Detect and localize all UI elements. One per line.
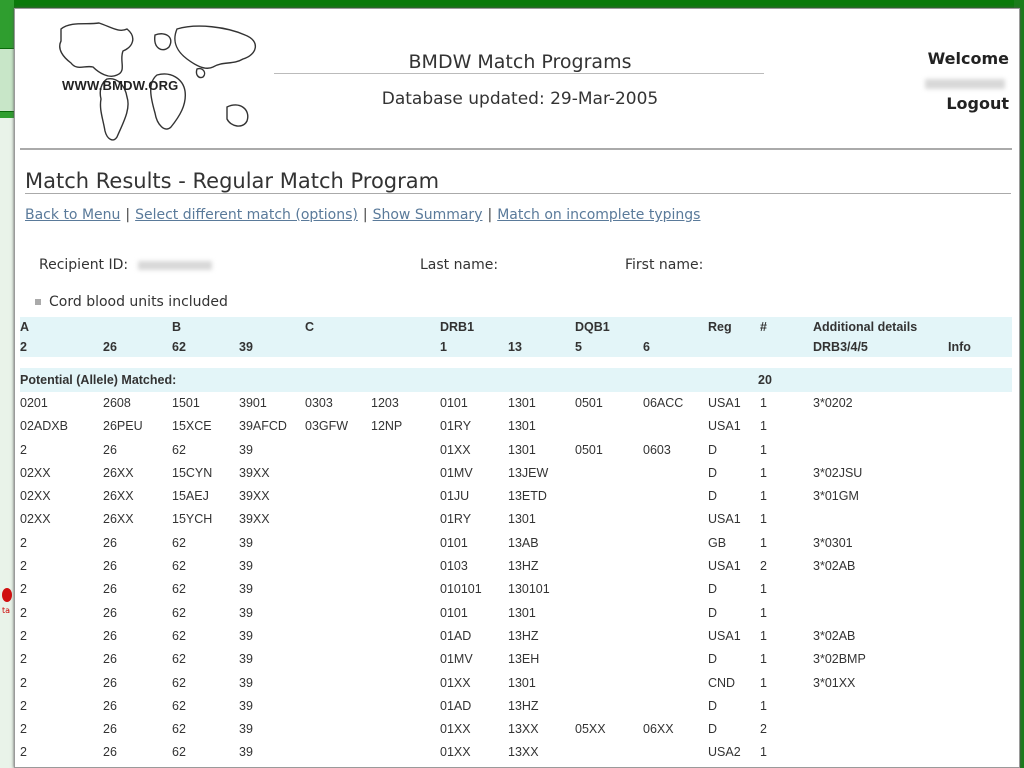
typing-cell-7: 13 [508, 340, 522, 354]
cell-3: 3901 [239, 396, 267, 410]
cell-1: 26PEU [103, 419, 143, 434]
table-row[interactable] [20, 602, 1012, 625]
cell-0: 02XX [20, 512, 51, 527]
cell-2: 15CYN [172, 465, 213, 480]
column-header-6: DRB1 [440, 320, 475, 334]
typing-cell-12: DRB3/4/5 [813, 340, 868, 354]
cell-5: 12NP [371, 419, 403, 434]
typing-cell-0: 2 [20, 340, 27, 354]
cell-6: 01XX [440, 442, 471, 457]
cell-1: 26 [103, 745, 117, 760]
typing-cell-6: 1 [440, 340, 447, 354]
back-to-menu-link[interactable]: Back to Menu [25, 207, 121, 223]
cell-10: D [708, 698, 718, 713]
cord-blood-text: Cord blood units included [49, 294, 228, 310]
cell-10: USA1 [708, 559, 741, 574]
table-row[interactable] [20, 439, 1012, 462]
result-rows [20, 392, 1012, 765]
recipient-id-redacted [138, 261, 212, 270]
cell-2: 15AEJ [172, 489, 209, 504]
cell-0: 2 [20, 698, 27, 713]
typing-cell-1: 26 [103, 340, 117, 354]
cell-3: 39 [239, 698, 253, 713]
column-header-8: DQB1 [575, 320, 610, 334]
nav-separator: | [487, 207, 493, 223]
cell-9: 06ACC [643, 396, 684, 410]
cell-4: 0303 [305, 396, 333, 410]
first-name-label: First name: [625, 257, 704, 273]
cell-2: 62 [172, 442, 186, 457]
cell-0: 2 [20, 442, 27, 457]
cell-10: USA1 [708, 396, 741, 410]
cell-10: USA1 [708, 628, 741, 643]
cell-11: 1 [760, 465, 767, 480]
cell-11: 1 [760, 535, 767, 550]
cell-11: 2 [760, 559, 767, 574]
table-row[interactable] [20, 695, 1012, 718]
cell-2: 62 [172, 722, 186, 737]
cell-12: 3*01XX [813, 675, 856, 690]
typing-cell-2: 62 [172, 340, 186, 354]
cell-6: 01XX [440, 745, 471, 760]
cell-1: 26 [103, 628, 117, 643]
cell-3: 39 [239, 605, 253, 620]
table-row[interactable] [20, 532, 1012, 555]
typing-cell-13: Info [948, 340, 971, 354]
cell-11: 1 [760, 582, 767, 597]
cell-7: 13ETD [508, 489, 547, 504]
cell-7: 1301 [508, 605, 536, 620]
cell-7: 1301 [508, 512, 536, 527]
cell-2: 62 [172, 698, 186, 713]
cell-3: 39AFCD [239, 419, 287, 434]
site-title: BMDW Match Programs [408, 51, 632, 73]
cell-1: 26 [103, 559, 117, 574]
typing-cell-9: 6 [643, 340, 650, 354]
cell-6: 0101 [440, 535, 468, 550]
cell-10: D [708, 605, 718, 620]
cell-2: 62 [172, 535, 186, 550]
cell-10: USA1 [708, 419, 741, 434]
table-row[interactable] [20, 508, 1012, 531]
cell-0: 2 [20, 675, 27, 690]
table-gap [20, 357, 1012, 368]
cell-11: 1 [760, 745, 767, 760]
cell-11: 1 [760, 512, 767, 527]
cell-6: 01MV [440, 465, 473, 480]
cell-7: 13HZ [508, 628, 539, 643]
table-row[interactable] [20, 462, 1012, 485]
cell-1: 26 [103, 698, 117, 713]
cell-1: 26 [103, 442, 117, 457]
column-header-10: Reg [708, 320, 732, 334]
cell-1: 26XX [103, 465, 134, 480]
cell-11: 1 [760, 675, 767, 690]
desktop-red-label: ta [2, 606, 11, 615]
cell-1: 26 [103, 652, 117, 667]
cell-0: 2 [20, 722, 27, 737]
cell-0: 02XX [20, 465, 51, 480]
cell-10: D [708, 652, 718, 667]
cell-3: 39 [239, 722, 253, 737]
cell-6: 01XX [440, 675, 471, 690]
cell-7: 13JEW [508, 465, 549, 480]
cell-10: D [708, 465, 718, 480]
cell-3: 39 [239, 442, 253, 457]
section-label: Potential (Allele) Matched: [20, 373, 177, 387]
cell-7: 13HZ [508, 698, 539, 713]
column-header-11: # [760, 320, 767, 334]
desktop-left-box [0, 48, 14, 112]
table-row[interactable] [20, 578, 1012, 601]
welcome-text: Welcome [927, 49, 1009, 68]
database-updated: Database updated: 29-Mar-2005 [381, 89, 659, 109]
cell-2: 62 [172, 628, 186, 643]
cell-6: 01AD [440, 698, 472, 713]
cell-2: 62 [172, 745, 186, 760]
cell-0: 2 [20, 559, 27, 574]
table-row[interactable] [20, 415, 1012, 438]
cell-10: D [708, 489, 718, 504]
cell-6: 01MV [440, 652, 473, 667]
cell-8: 05XX [575, 722, 606, 737]
cell-6: 01XX [440, 722, 471, 737]
cell-6: 010101 [440, 582, 482, 597]
cell-11: 1 [760, 419, 767, 434]
table-row[interactable] [20, 741, 1012, 764]
cell-1: 26 [103, 582, 117, 597]
cell-0: 2 [20, 605, 27, 620]
page-title: Match Results - Regular Match Program [25, 169, 440, 193]
cell-7: 13XX [508, 722, 539, 737]
cell-7: 1301 [508, 442, 536, 457]
cell-11: 2 [760, 722, 767, 737]
cell-12: 3*0202 [813, 396, 853, 410]
cell-6: 0101 [440, 396, 468, 410]
cell-2: 62 [172, 582, 186, 597]
cord-blood-note [35, 294, 228, 310]
cell-1: 26 [103, 535, 117, 550]
cell-8: 0501 [575, 442, 603, 457]
cell-12: 3*02AB [813, 559, 856, 574]
cell-7: 13HZ [508, 559, 539, 574]
cell-11: 1 [760, 396, 767, 410]
cell-3: 39XX [239, 512, 270, 527]
cell-6: 01RY [440, 512, 472, 527]
nav-links [25, 207, 700, 223]
header-rule [20, 148, 1012, 150]
desktop-left-panel [0, 118, 14, 768]
cell-11: 1 [760, 628, 767, 643]
cell-3: 39 [239, 675, 253, 690]
cell-0: 2 [20, 745, 27, 760]
cell-12: 3*02BMP [813, 652, 866, 667]
cell-7: 13AB [508, 535, 539, 550]
username-redacted [925, 79, 1005, 89]
cell-10: D [708, 442, 718, 457]
cell-7: 130101 [508, 582, 550, 597]
cell-0: 0201 [20, 396, 48, 410]
cell-8: 0501 [575, 396, 603, 410]
cell-12: 3*02JSU [813, 465, 863, 480]
table-row[interactable] [20, 718, 1012, 741]
bullet-icon [35, 299, 41, 305]
cell-3: 39 [239, 652, 253, 667]
cell-11: 1 [760, 698, 767, 713]
cell-10: D [708, 722, 718, 737]
select-match-link[interactable]: Select different match (options) [135, 207, 358, 223]
column-header-4: C [305, 320, 315, 334]
recipient-id [39, 257, 212, 273]
cell-1: 26 [103, 675, 117, 690]
table-row[interactable] [20, 648, 1012, 671]
table-row[interactable] [20, 485, 1012, 508]
section-header [20, 368, 1012, 392]
recipient-id-label: Recipient ID: [39, 257, 129, 273]
cell-6: 01JU [440, 489, 470, 504]
cell-7: 1301 [508, 396, 536, 410]
cell-11: 1 [760, 442, 767, 457]
cell-10: CND [708, 675, 736, 690]
nav-separator: | [125, 207, 131, 223]
cell-1: 2608 [103, 396, 131, 410]
cell-3: 39XX [239, 489, 270, 504]
cell-9: 0603 [643, 442, 671, 457]
cell-4: 03GFW [305, 419, 349, 434]
cell-0: 02XX [20, 489, 51, 504]
show-summary-link[interactable]: Show Summary [372, 207, 483, 223]
cell-7: 1301 [508, 675, 536, 690]
cell-3: 39 [239, 628, 253, 643]
cell-6: 0101 [440, 605, 468, 620]
cell-10: USA2 [708, 745, 741, 760]
cell-6: 01AD [440, 628, 472, 643]
column-header-2: B [172, 320, 182, 334]
cell-12: 3*02AB [813, 628, 856, 643]
cell-2: 62 [172, 559, 186, 574]
header-divider [274, 73, 764, 74]
logout-link[interactable]: Logout [946, 94, 1009, 113]
cell-7: 1301 [508, 419, 536, 434]
nav-separator: | [362, 207, 368, 223]
cell-3: 39 [239, 535, 253, 550]
cell-2: 62 [172, 652, 186, 667]
column-header-0: A [20, 320, 30, 334]
recipient-typing-row [20, 337, 1012, 357]
cell-12: 3*01GM [813, 489, 859, 504]
table-row[interactable] [20, 625, 1012, 648]
cell-11: 1 [760, 489, 767, 504]
table-row[interactable] [20, 392, 1012, 415]
cell-10: USA1 [708, 512, 741, 527]
last-name-label: Last name: [420, 257, 499, 273]
cell-0: 2 [20, 652, 27, 667]
cell-7: 13EH [508, 652, 540, 667]
cell-3: 39 [239, 559, 253, 574]
typing-cell-3: 39 [239, 340, 253, 354]
cell-1: 26 [103, 605, 117, 620]
desktop-red-icon [2, 588, 12, 602]
table-row[interactable] [20, 672, 1012, 695]
cell-2: 15XCE [172, 419, 212, 434]
cell-2: 62 [172, 675, 186, 690]
cell-2: 62 [172, 605, 186, 620]
browser-page [14, 8, 1020, 768]
cell-2: 15YCH [172, 512, 213, 527]
cell-1: 26 [103, 722, 117, 737]
cell-6: 0103 [440, 559, 468, 574]
cell-11: 1 [760, 652, 767, 667]
cell-3: 39XX [239, 465, 270, 480]
section-count: 20 [758, 373, 772, 387]
cell-10: D [708, 582, 718, 597]
cell-10: GB [708, 535, 727, 550]
cell-3: 39 [239, 582, 253, 597]
cell-0: 2 [20, 582, 27, 597]
cell-0: 02ADXB [20, 419, 68, 434]
table-row[interactable] [20, 555, 1012, 578]
cell-2: 1501 [172, 396, 200, 410]
cell-7: 13XX [508, 745, 539, 760]
column-headers [20, 317, 1012, 337]
cell-11: 1 [760, 605, 767, 620]
cell-0: 2 [20, 535, 27, 550]
cell-3: 39 [239, 745, 253, 760]
results-table [20, 317, 1012, 765]
title-rule [25, 193, 1011, 194]
column-header-12: Additional details [813, 320, 918, 334]
cell-9: 06XX [643, 722, 674, 737]
cell-1: 26XX [103, 489, 134, 504]
cell-0: 2 [20, 628, 27, 643]
typing-cell-8: 5 [575, 340, 582, 354]
incomplete-typings-link[interactable]: Match on incomplete typings [497, 207, 701, 223]
logo-text[interactable]: WWW.BMDW.ORG [62, 78, 179, 93]
cell-6: 01RY [440, 419, 472, 434]
cell-12: 3*0301 [813, 535, 853, 550]
cell-1: 26XX [103, 512, 134, 527]
cell-5: 1203 [371, 396, 399, 410]
